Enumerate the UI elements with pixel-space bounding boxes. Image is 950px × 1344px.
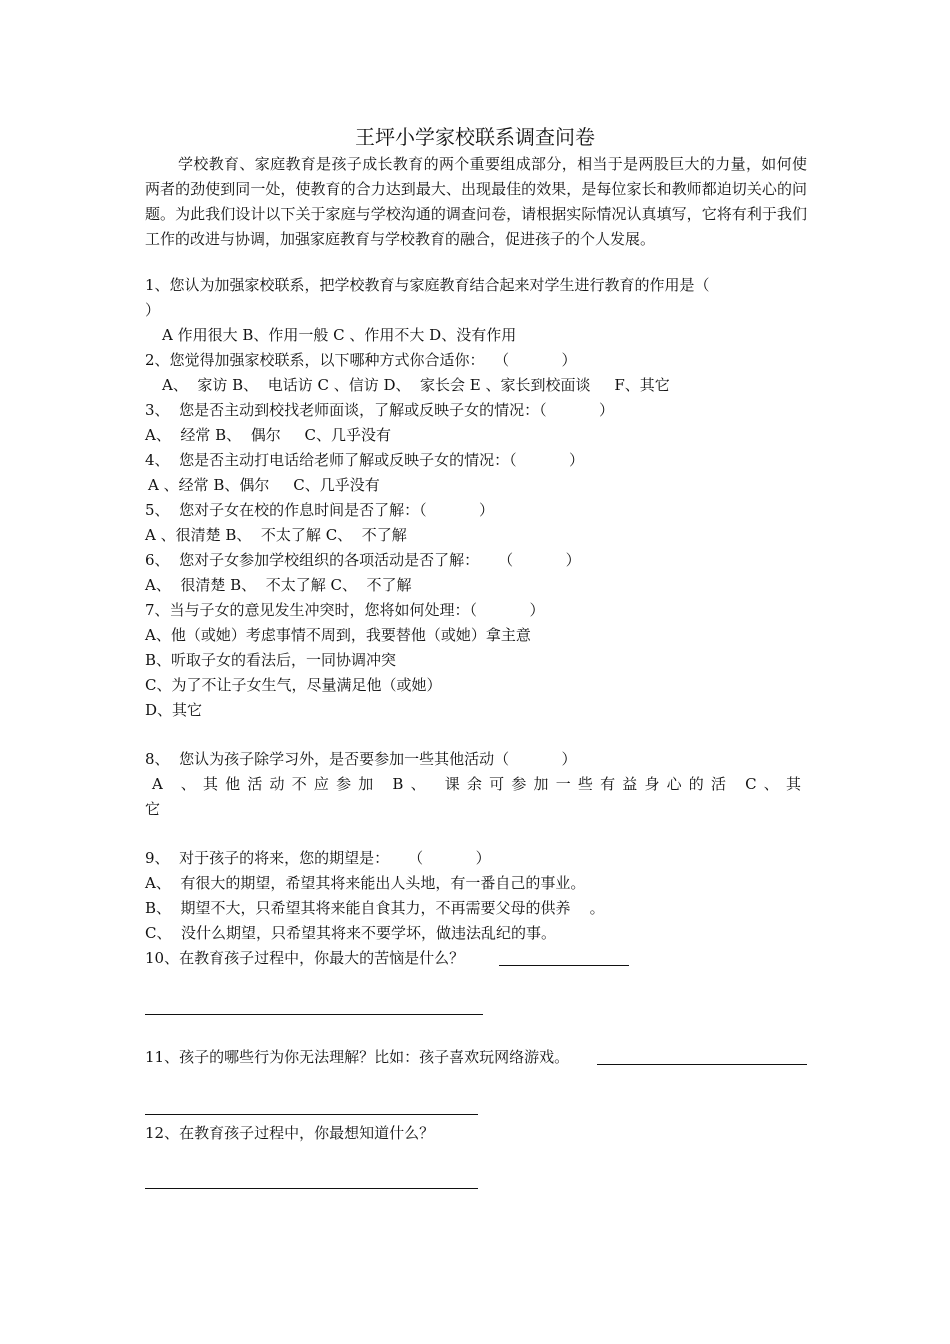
question-7-option-d: D、其它	[145, 701, 203, 719]
question-7-option-a: A、他（或她）考虑事情不周到，我要替他（或她）拿主意	[145, 626, 531, 644]
question-9: 9、 对于孩子的将来，您的期望是： （ ）	[145, 849, 491, 867]
question-4-options: A 、经常 B、偶尔 C、几乎没有	[148, 476, 380, 494]
answer-line-10b[interactable]	[145, 1014, 483, 1015]
answer-line-10a[interactable]	[499, 965, 629, 966]
question-9-option-a: A、 有很大的期望，希望其将来能出人头地，有一番自己的事业。	[145, 874, 586, 892]
answer-line-12[interactable]	[145, 1188, 478, 1189]
question-3-options: A、 经常 B、 偶尔 C、几乎没有	[145, 426, 392, 444]
question-1-options: A 作用很大 B、作用一般 C 、作用不大 D、没有作用	[162, 326, 517, 344]
question-6: 6、 您对子女参加学校组织的各项活动是否了解： （ ）	[145, 551, 581, 569]
question-7-option-c: C、为了不让子女生气，尽量满足他（或她）	[145, 676, 442, 694]
question-8-options-cont: 它	[145, 800, 161, 818]
intro-paragraph: 学校教育、家庭教育是孩子成长教育的两个重要组成部分，相当于是两股巨大的力量，如何使两者的劲使到同一处，使教育的合力达到最大、出现最佳的效果，是每位家长和教师都迫切关心的问题。为此我们设计以下关于家庭与学校沟通的调查问卷，请根据实际情况认真填写，它将有利于我们工作的改进与协调，加强家庭教育与学校教育的融合，促进孩子的个人发展。	[145, 155, 807, 248]
question-6-options: A、 很清楚 B、 不太了解 C、 不了解	[145, 576, 412, 594]
answer-line-11b[interactable]	[145, 1114, 478, 1115]
question-2: 2、您觉得加强家校联系，以下哪种方式你合适你： （ ）	[145, 351, 577, 369]
question-5: 5、 您对子女在校的作息时间是否了解：（ ）	[145, 501, 495, 519]
question-7: 7、当与子女的意见发生冲突时，您将如何处理：（ ）	[145, 601, 545, 619]
question-9-option-c: C、 没什么期望，只希望其将来不要学坏，做违法乱纪的事。	[145, 924, 557, 942]
question-2-options: A、 家访 B、 电话访 C 、信访 D、 家长会 E 、家长到校面谈 F、其它	[162, 376, 670, 394]
question-8-options: A 、其他活动不应参加 B、 课余可参加一些有益身心的活 C、其	[152, 775, 807, 793]
question-1: 1、您认为加强家校联系，把学校教育与家庭教育结合起来对学生进行教育的作用是（	[145, 276, 710, 294]
question-9-option-b: B、 期望不大，只希望其将来能自食其力，不再需要父母的供养 。	[145, 899, 605, 917]
question-10: 10、在教育孩子过程中，你最大的苦恼是什么？	[145, 949, 465, 967]
question-7-option-b: B、听取子女的看法后，一同协调冲突	[145, 651, 397, 669]
question-3: 3、 您是否主动到校找老师面谈，了解或反映子女的情况：（ ）	[145, 401, 615, 419]
question-1-close: ）	[145, 301, 161, 319]
question-5-options: A 、很清楚 B、 不太了解 C、 不了解	[145, 526, 407, 544]
question-12: 12、在教育孩子过程中，你最想知道什么？	[145, 1124, 435, 1142]
answer-line-11a[interactable]	[597, 1064, 807, 1065]
page-title: 王坪小学家校联系调查问卷	[355, 125, 595, 149]
question-8: 8、 您认为孩子除学习外，是否要参加一些其他活动（ ）	[145, 750, 577, 768]
question-11: 11、孩子的哪些行为你无法理解？比如：孩子喜欢玩网络游戏。	[145, 1048, 570, 1066]
question-4: 4、 您是否主动打电话给老师了解或反映子女的情况：（ ）	[145, 451, 585, 469]
